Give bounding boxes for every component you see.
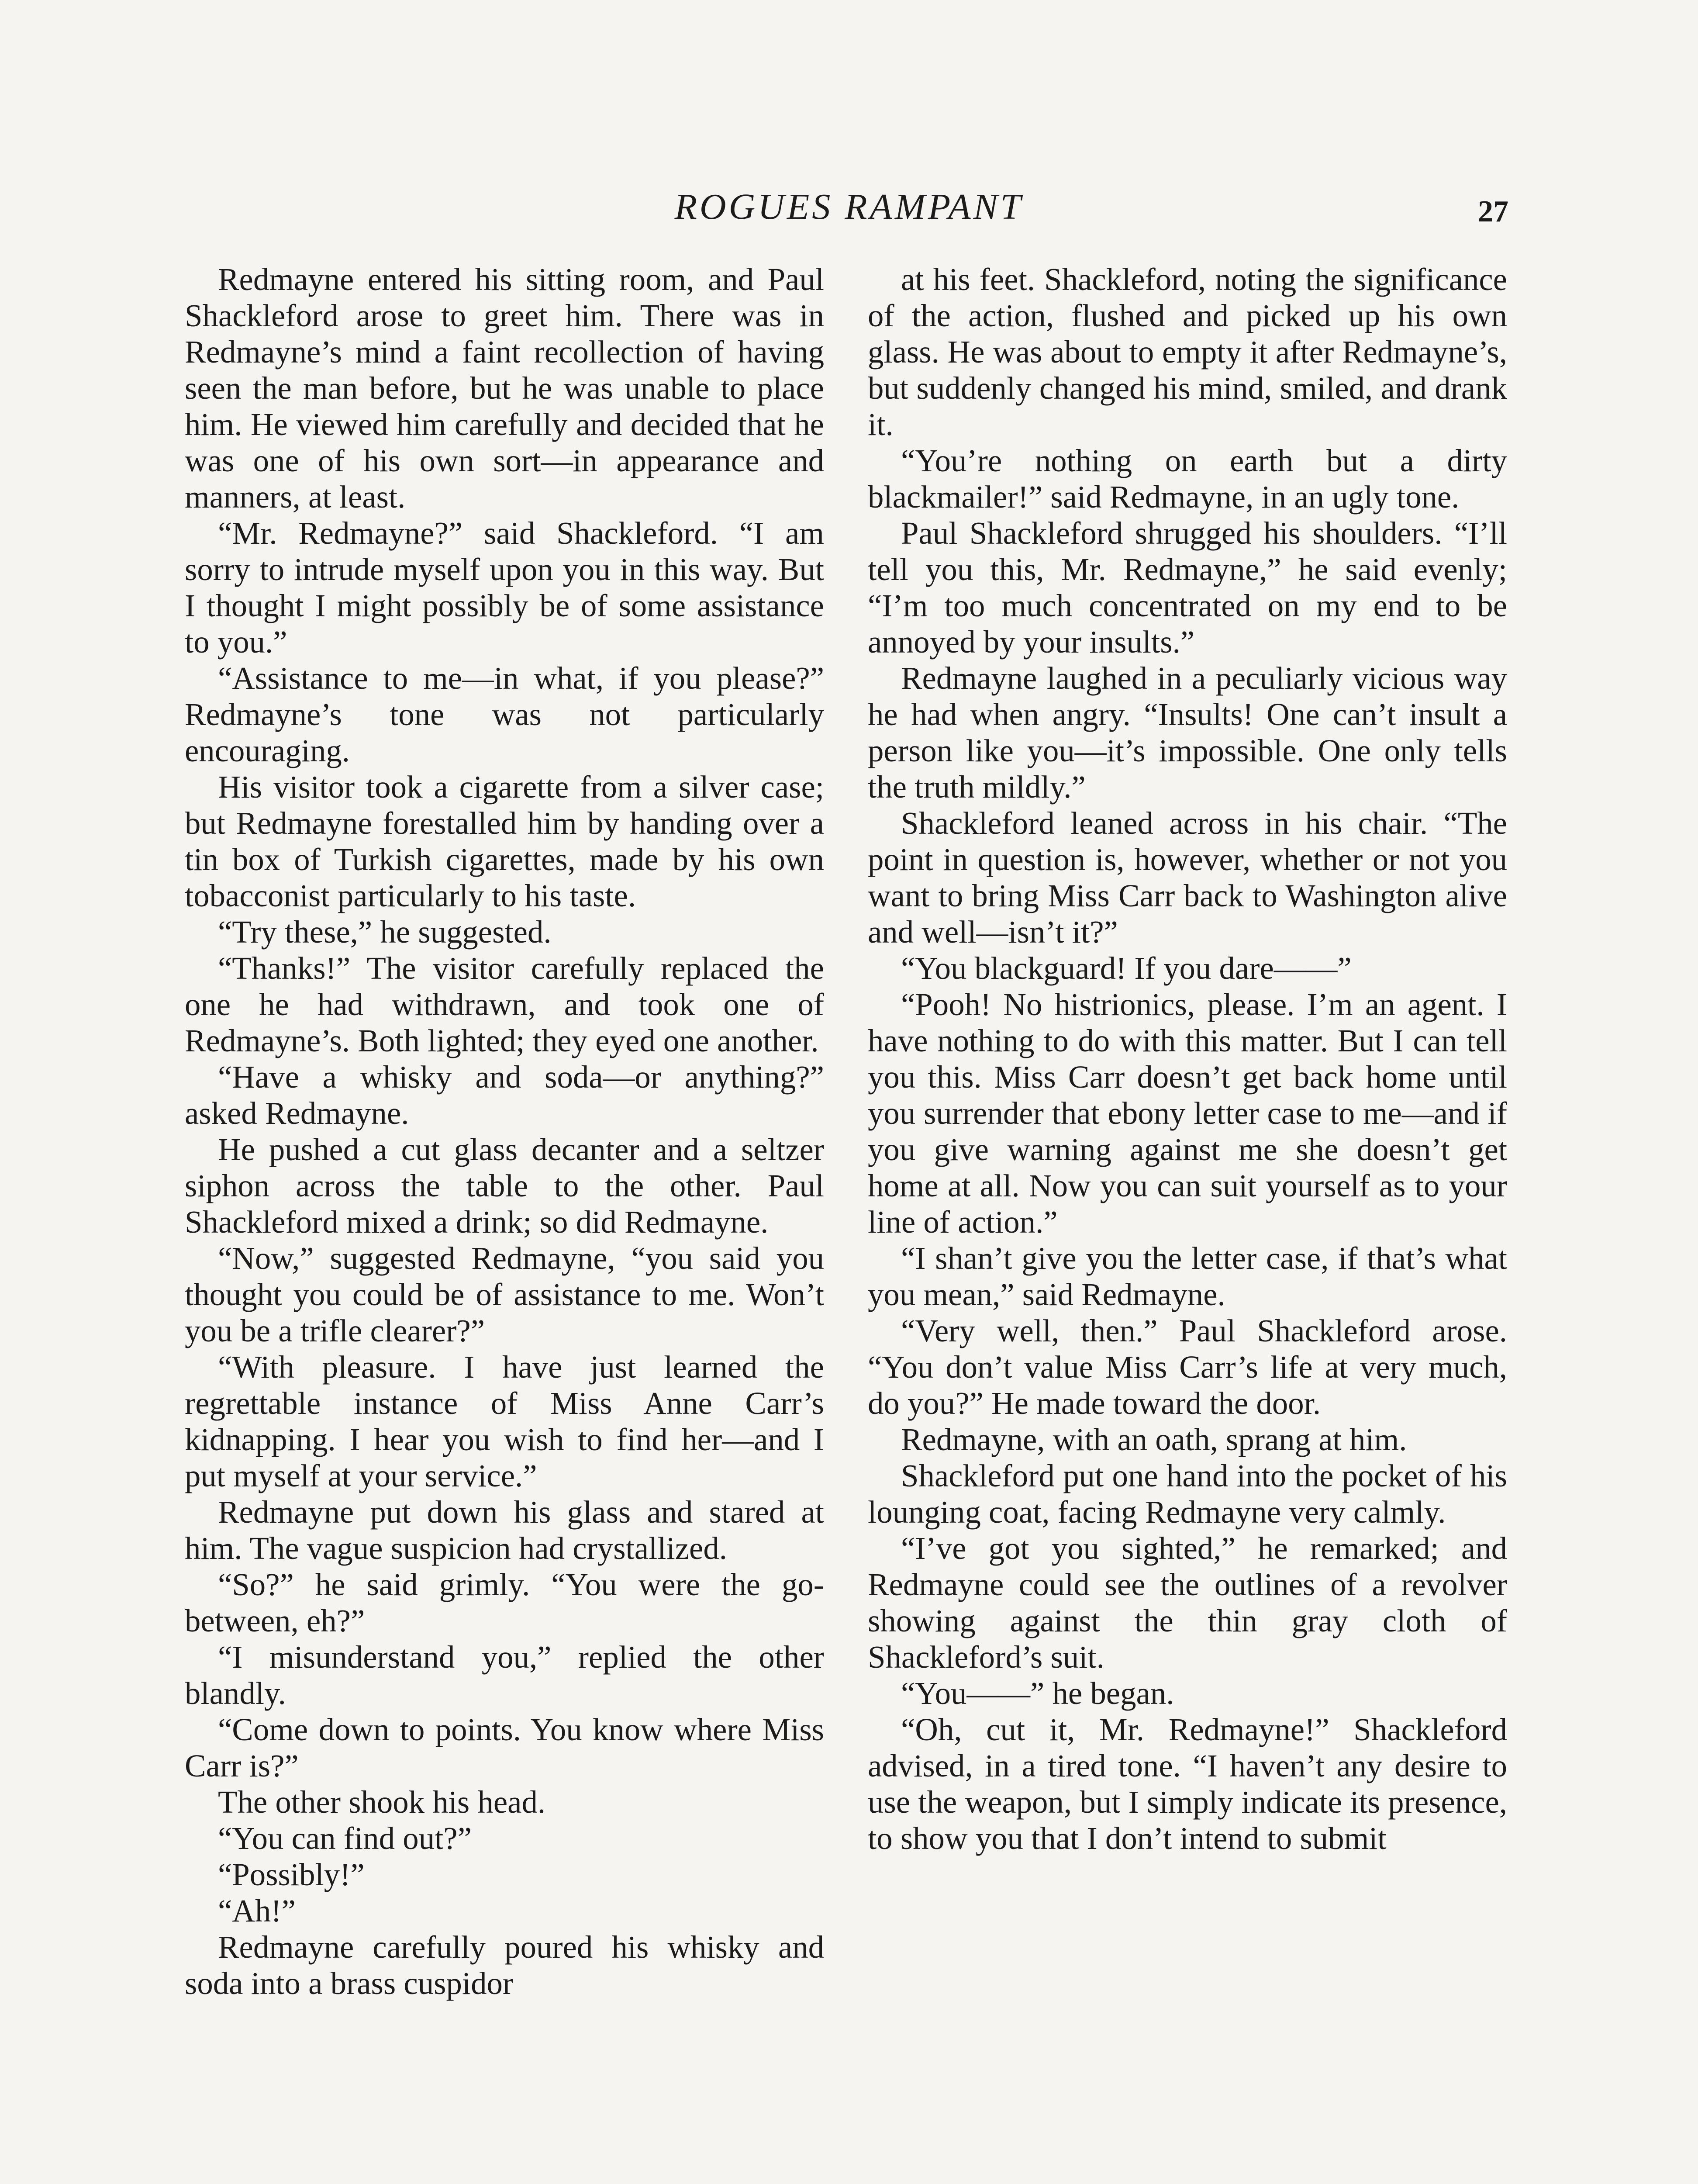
paragraph: “So?” he said grimly. “You were the go-between, eh?” bbox=[185, 1567, 824, 1638]
paragraph: “Come down to points. You know where Miss Carr is?” bbox=[185, 1712, 824, 1783]
paragraph: “You blackguard! If you dare——” bbox=[901, 950, 1352, 986]
paragraph: “Pooh! No histrionics, please. I’m an agent. I have nothing to do with this matter. But I can tell you this. Miss Carr doesn’t get back home until you surrender that ebony letter case to me—and if you give warning against me she doesn’t get home at all. Now you can suit yourself as to your line of action.” bbox=[868, 987, 1507, 1240]
paragraph: “Ah!” bbox=[218, 1893, 296, 1928]
paragraph: “Very well, then.” Paul Shackleford arose. “You don’t value Miss Carr’s life at very much, do you?” He made toward the door. bbox=[868, 1313, 1507, 1421]
paragraph: “You——” he began. bbox=[901, 1676, 1174, 1711]
paragraph: “Oh, cut it, Mr. Redmayne!” Shackleford advised, in a tired tone. “I haven’t any desire to use the weapon, but I simply indicate its presence, to show you that I don’t intend to submit bbox=[868, 1712, 1507, 1856]
paragraph: “You’re nothing on earth but a dirty blackmailer!” said Redmayne, in an ugly tone. bbox=[868, 443, 1507, 515]
paragraph: Redmayne entered his sitting room, and Paul Shackleford arose to greet him. There was in Redmayne’s mind a faint recollection of having seen the man before, but he was unable to place him. He viewed him carefully and decided that he was one of his own sort—in appearance and manners, at least. bbox=[185, 262, 824, 515]
running-title: ROGUES RAMPANT bbox=[674, 187, 1024, 227]
left-text-column bbox=[185, 261, 824, 2184]
paragraph: “Thanks!” The visitor carefully replaced the one he had withdrawn, and took one of Redmayne’s. Both lighted; they eyed one another. bbox=[185, 950, 824, 1058]
paragraph: His visitor took a cigarette from a silver case; but Redmayne forestalled him by handing over a tin box of Turkish cigarettes, made by his own tobacconist particularly to his taste. bbox=[185, 769, 824, 913]
paragraph: “Have a whisky and soda—or anything?” asked Redmayne. bbox=[185, 1059, 824, 1131]
page-number: 27 bbox=[1478, 195, 1508, 228]
paragraph: “I shan’t give you the letter case, if that’s what you mean,” said Redmayne. bbox=[868, 1241, 1507, 1312]
paragraph: “Mr. Redmayne?” said Shackleford. “I am sorry to intrude myself upon you in this way. But I thought I might possibly be of some assistance to you.” bbox=[185, 515, 824, 660]
paragraph: He pushed a cut glass decanter and a seltzer siphon across the table to the other. Paul Shackleford mixed a drink; so did Redmayne. bbox=[185, 1132, 824, 1240]
paragraph: Redmayne, with an oath, sprang at him. bbox=[901, 1422, 1407, 1457]
paragraph: Redmayne laughed in a peculiarly vicious way he had when angry. “Insults! One can’t insult a person like you—it’s impossible. One only tells the truth mildly.” bbox=[868, 660, 1507, 805]
paragraph: The other shook his head. bbox=[218, 1784, 546, 1820]
paragraph: at his feet. Shackleford, noting the significance of the action, flushed and picked up his own glass. He was about to empty it after Redmayne’s, but suddenly changed his mind, smiled, and drank it. bbox=[868, 262, 1507, 442]
paragraph: Paul Shackleford shrugged his shoulders. “I’ll tell you this, Mr. Redmayne,” he said evenly; “I’m too much concentrated on my end to be annoyed by your insults.” bbox=[868, 515, 1507, 660]
right-text-column bbox=[868, 261, 1507, 2184]
paragraph: “With pleasure. I have just learned the regrettable instance of Miss Anne Carr’s kidnapping. I hear you wish to find her—and I put myself at your service.” bbox=[185, 1349, 824, 1493]
paragraph: Shackleford put one hand into the pocket of his lounging coat, facing Redmayne very calmly. bbox=[868, 1458, 1507, 1530]
paragraph: “You can find out?” bbox=[218, 1821, 472, 1856]
paragraph: “Possibly!” bbox=[218, 1857, 365, 1892]
paragraph: Shackleford leaned across in his chair. “The point in question is, however, whether or not you want to bring Miss Carr back to Washington alive and well—isn’t it?” bbox=[868, 805, 1507, 950]
paragraph: “I misunderstand you,” replied the other blandly. bbox=[185, 1639, 824, 1711]
paragraph: “Now,” suggested Redmayne, “you said you thought you could be of assistance to me. Won’t you be a trifle clearer?” bbox=[185, 1241, 824, 1348]
paragraph: “Try these,” he suggested. bbox=[218, 914, 552, 950]
paragraph: Redmayne carefully poured his whisky and soda into a brass cuspidor bbox=[185, 1929, 824, 2001]
paragraph: Redmayne put down his glass and stared at him. The vague suspicion had crystallized. bbox=[185, 1494, 824, 1566]
paragraph: “Assistance to me—in what, if you please?” Redmayne’s tone was not particularly encouraging. bbox=[185, 660, 824, 768]
running-head bbox=[0, 179, 1698, 227]
paragraph: “I’ve got you sighted,” he remarked; and Redmayne could see the outlines of a revolver showing against the thin gray cloth of Shackleford’s suit. bbox=[868, 1531, 1507, 1675]
